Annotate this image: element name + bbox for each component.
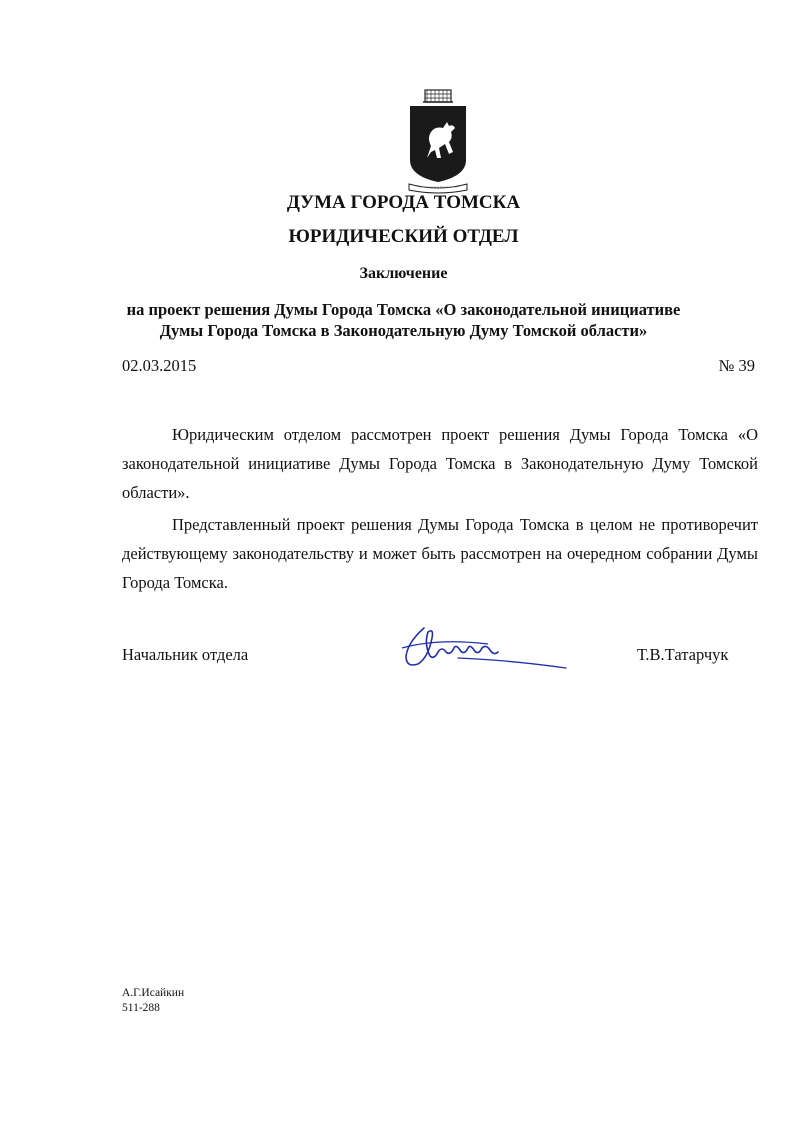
body-paragraph-2: Представленный проект решения Думы Города Томска в целом не противоречит действующему законодательству и может быть рассмотрен на очередном собрании Думы Города Томска. bbox=[122, 515, 758, 592]
subject-line-1: на проект решения Думы Города Томска «О законодательной инициативе bbox=[126, 300, 681, 319]
subject-line-2: Думы Города Томска в Законодательную Думу Томской области» bbox=[159, 321, 648, 340]
handwritten-signature bbox=[398, 618, 570, 674]
department-name: ЮРИДИЧЕСКИЙ ОТДЕЛ bbox=[288, 226, 519, 247]
tomsk-coat-of-arms-icon bbox=[403, 88, 473, 194]
signer-position: Начальник отдела bbox=[122, 645, 249, 664]
organization-name: ДУМА ГОРОДА ТОМСКА bbox=[286, 192, 521, 213]
document-number: № 39 bbox=[718, 356, 755, 375]
executor-name: А.Г.Исайкин bbox=[122, 987, 185, 999]
signer-name: Т.В.Татарчук bbox=[637, 645, 729, 664]
document-subject bbox=[0, 299, 807, 341]
body-paragraph-1: Юридическим отделом рассмотрен проект решения Думы Города Томска «О законодательной инициативе Думы Города Томска в Законодательную Думу Томской области». bbox=[122, 425, 758, 502]
executor-phone: 511-288 bbox=[122, 1002, 160, 1014]
executor-info bbox=[122, 986, 184, 1016]
document-type: Заключение bbox=[359, 265, 448, 282]
document-date: 02.03.2015 bbox=[122, 356, 197, 375]
